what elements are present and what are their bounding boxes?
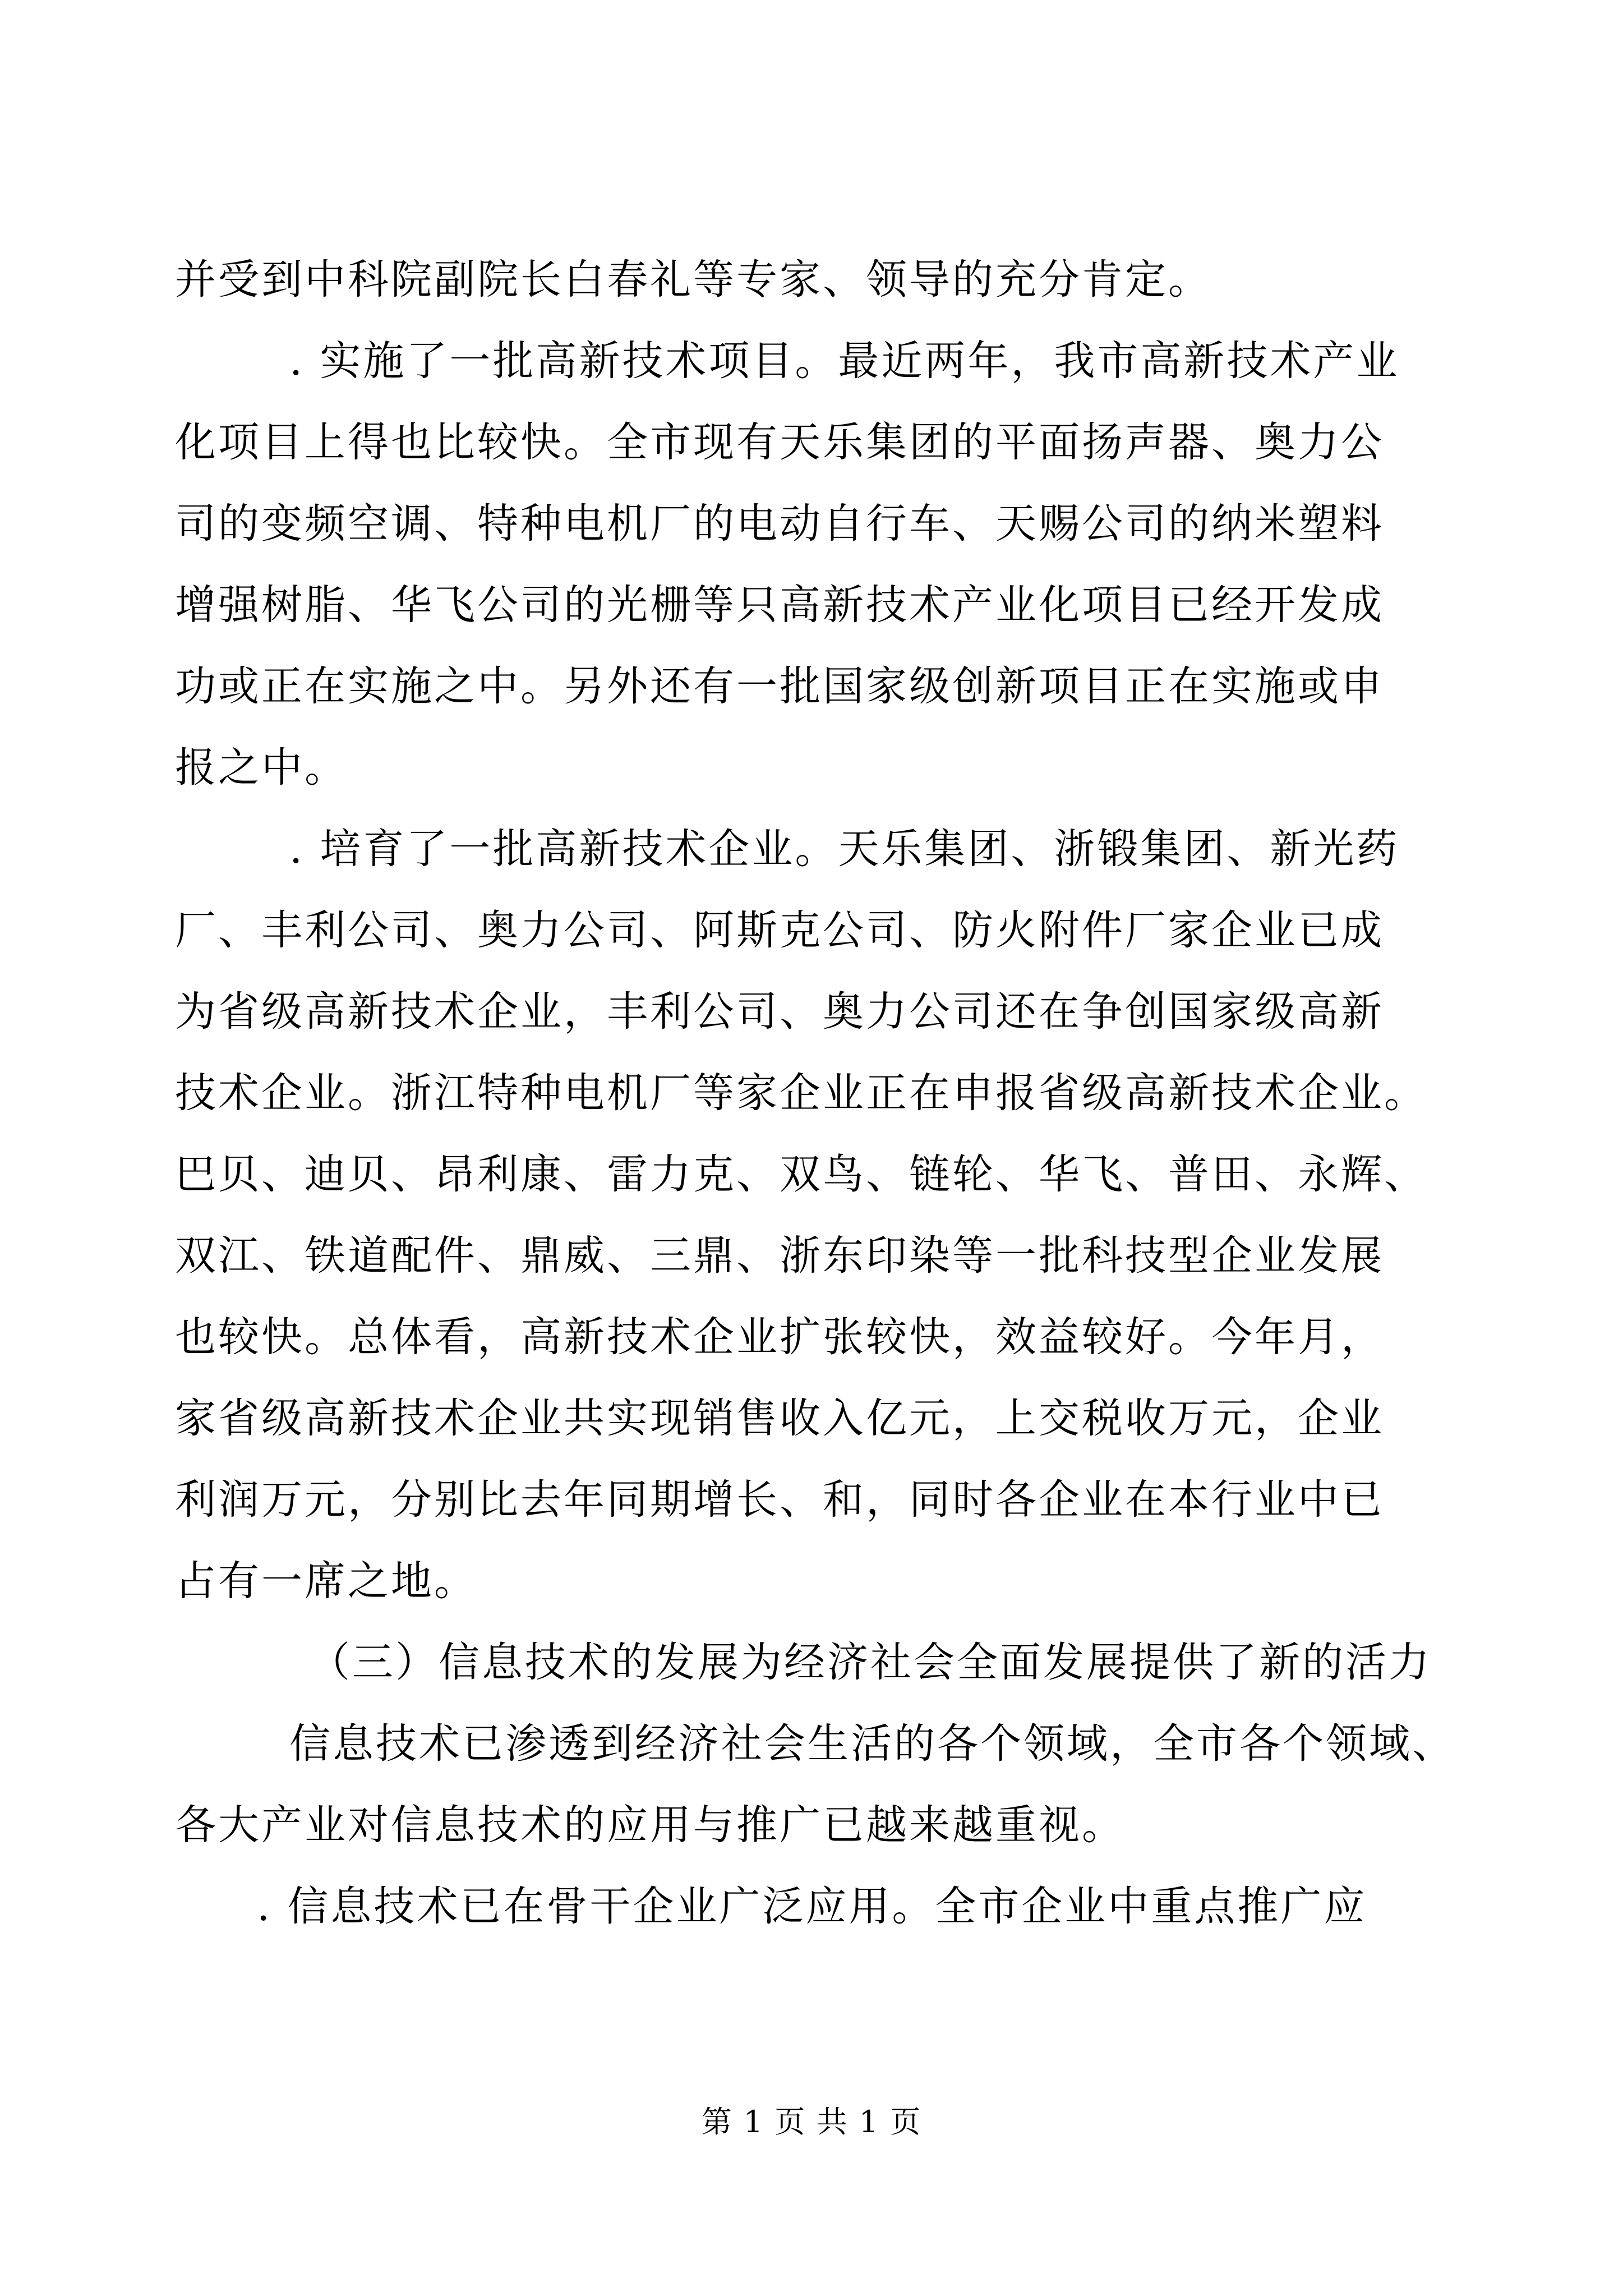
- text-line: 也较快。总体看，高新技术企业扩张较快，效益较好。今年月，: [175, 1313, 1384, 1361]
- document-body: [175, 239, 1465, 1947]
- text-line: . 培育了一批高新技术企业。天乐集团、浙锻集团、新光药: [289, 825, 1400, 873]
- section-heading: （三）信息技术的发展为经济社会全面发展提供了新的活力: [309, 1639, 1432, 1686]
- text-line: 化项目上得也比较快。全市现有天乐集团的平面扬声器、奥力公: [175, 418, 1384, 466]
- text-line: . 信息技术已在骨干企业广泛应用。全市企业中重点推广应: [257, 1883, 1367, 1930]
- text-line: 并受到中科院副院长白春礼等专家、领导的充分肯定。: [175, 256, 1211, 303]
- text-line: 厂、丰利公司、奥力公司、阿斯克公司、防火附件厂家企业已成: [175, 907, 1384, 954]
- text-line: 家省级高新技术企业共实现销售收入亿元，上交税收万元，企业: [175, 1395, 1384, 1442]
- text-line: 增强树脂、华飞公司的光栅等只高新技术产业化项目已经开发成: [175, 581, 1384, 629]
- text-line: 利润万元，分别比去年同期增长、和，同时各企业在本行业中已: [175, 1476, 1384, 1524]
- text-line: 司的变频空调、特种电机厂的电动自行车、天赐公司的纳米塑料: [175, 500, 1384, 547]
- page-footer: 第 1 页 共 1 页: [701, 2104, 922, 2139]
- text-line: 功或正在实施之中。另外还有一批国家级创新项目正在实施或申: [175, 662, 1384, 710]
- text-line: 技术企业。浙江特种电机厂等家企业正在申报省级高新技术企业。: [175, 1069, 1427, 1117]
- text-line: 为省级高新技术企业，丰利公司、奥力公司还在争创国家级高新: [175, 988, 1384, 1036]
- text-line: 报之中。: [175, 744, 348, 792]
- text-line: 双江、铁道配件、鼎威、三鼎、浙东印染等一批科技型企业发展: [175, 1232, 1384, 1280]
- text-line: 巴贝、迪贝、昂利康、雷力克、双鸟、链轮、华飞、普田、永辉、: [175, 1151, 1427, 1198]
- text-line: 占有一席之地。: [175, 1557, 477, 1605]
- text-line: 信息技术已渗透到经济社会生活的各个领域，全市各个领域、: [289, 1720, 1455, 1768]
- text-line: 各大产业对信息技术的应用与推广已越来越重视。: [175, 1801, 1125, 1849]
- text-line: . 实施了一批高新技术项目。最近两年，我市高新技术产业: [289, 337, 1400, 385]
